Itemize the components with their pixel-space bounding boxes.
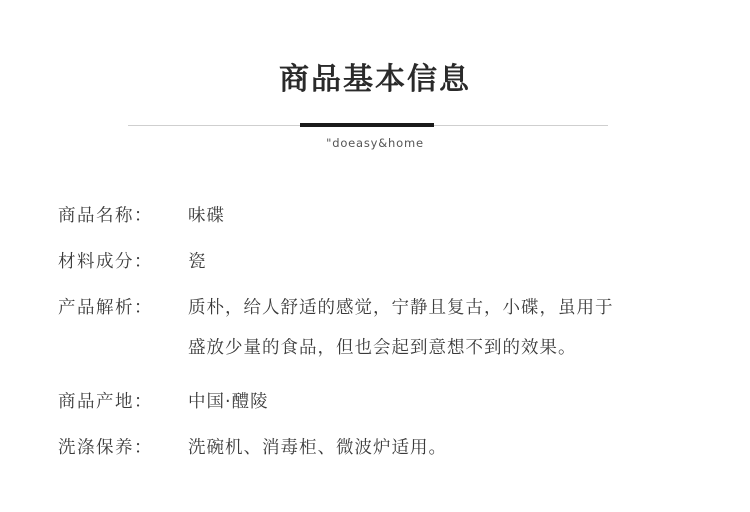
spec-row-material [58,242,698,282]
page-title: 商品基本信息 [279,62,471,97]
spec-value-line: 瓷 [188,252,207,272]
title-divider-accent [300,123,434,127]
spec-value-line: 中国·醴陵 [188,392,269,412]
spec-row-care [58,428,698,468]
spec-value [188,288,698,368]
spec-label: 产品解析： [58,298,153,318]
spec-row-origin [58,382,698,422]
spec-value-line: 味碟 [188,206,225,226]
spec-value-line: 盛放少量的食品，但也会起到意想不到的效果。 [188,338,577,358]
spec-value [188,382,698,422]
spec-value-line: 质朴，给人舒适的感觉，宁静且复古，小碟，虽用于 [188,298,614,318]
spec-value [188,428,698,468]
spec-value [188,242,698,282]
spec-row-description [58,288,698,368]
spec-row-name [58,196,698,236]
spec-label: 商品产地： [58,392,153,412]
spec-label: 材料成分： [58,252,153,272]
brand-tagline: "doeasy&home [326,136,424,150]
spec-value-line: 洗碗机、消毒柜、微波炉适用。 [188,438,447,458]
spec-label: 洗涤保养： [58,438,153,458]
spec-label: 商品名称： [58,206,153,226]
spec-value [188,196,698,236]
